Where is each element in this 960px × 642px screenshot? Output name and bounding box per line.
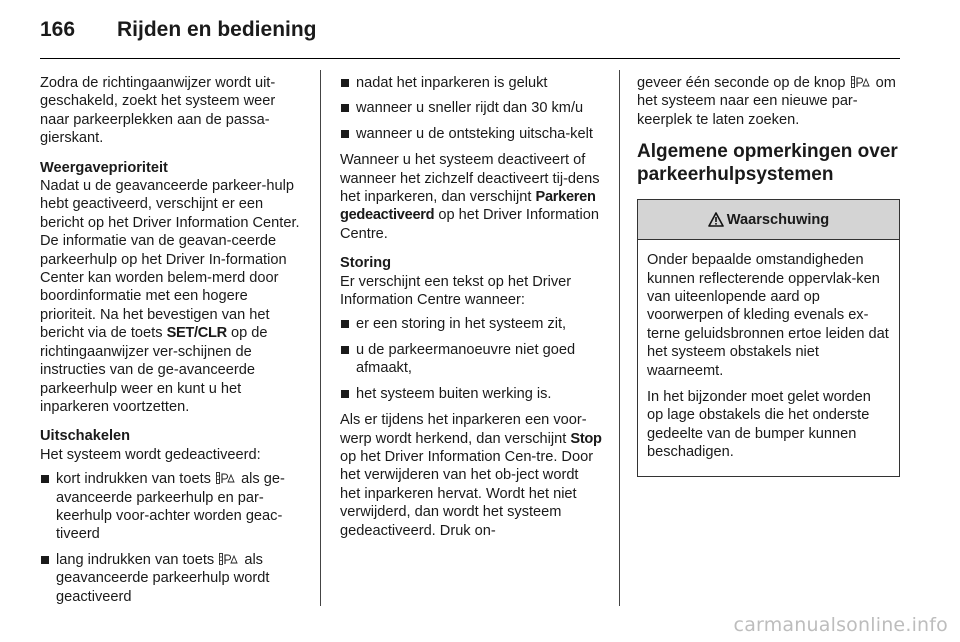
list-item: wanneer u sneller rijdt dan 30 km/u [340,99,602,117]
list-item: er een storing in het systeem zit, [340,315,602,333]
list-item-text: kort indrukken van toets [56,471,211,488]
warning-triangle-icon [708,212,724,227]
fault-title: Storing [340,255,392,272]
fault-list [340,315,602,403]
parking-assist-icon [216,472,236,484]
paragraph-text: Wanneer u het systeem deactiveert of wanneer het zichzelf deactiveert tij-dens het inparkeren, dan verschijnt [340,152,600,206]
paragraph-text: op het Driver Information Cen-tre. Door het verwijderen van het ob-ject wordt het inparkeren hervat. Wordt het niet verwijderd, dan wordt het systeem gedeactiveerd. Druk on- [340,448,594,539]
intro-paragraph: Zodra de richtingaanwijzer wordt uit-geschakeld, zoekt het systeem weer naar parkeerplekken aan de passa-gierskant. [40,75,276,147]
off-intro: Het systeem wordt gedeactiveerd: [40,446,261,463]
off-section [40,427,302,464]
stop-message: Stop [570,430,602,447]
warning-box [637,199,900,476]
warning-body [638,240,899,475]
parking-deactivated-message: Parkeren gedeactiveerd [340,189,596,224]
continuation-paragraph [637,74,900,129]
fault-intro: Er verschijnt een tekst op het Driver Information Centre wanneer: [340,273,572,309]
column-divider [619,70,620,606]
warning-title: Waarschuwing [726,211,830,228]
page-header [0,0,960,60]
list-item-text: als ge-avanceerde parkeerhulp en par-keerhulp voor-achter worden geac-tiveerd [56,471,285,543]
paragraph-text: Als er tijdens het inparkeren een voor-werp wordt herkend, dan verschijnt [340,412,587,447]
list-item [40,470,302,544]
column-right [637,74,900,477]
list-item [40,551,302,606]
warning-header [638,200,899,240]
watermark: carmanualsonline.info [733,614,948,636]
list-item-text: lang indrukken van toets [56,551,215,568]
column-middle [340,74,602,551]
set-clr-key: SET/CLR [166,325,227,342]
list-item-text: als geavanceerde parkeerhulp wordt geactiveerd [56,551,270,605]
paragraph-text: op het Driver Information Centre. [340,207,599,242]
priority-title: Weergaveprioriteit [40,159,168,176]
page-number: 166 [40,18,76,41]
obstacle-paragraph [340,411,602,540]
list-item: nadat het inparkeren is gelukt [340,74,602,92]
column-divider [320,70,321,606]
priority-text: Nadat u de geavanceerde parkeer-hulp hebt geactiveerd, verschijnt er een bericht op het Driver Information Center. De informatie van de geavan-ceerde parkeerhulp op het Driver In-formation Center kan worden belem-merd door boordinformatie met een hogere prioriteit. Na het bevestigen van het bericht via de toets [40,178,300,342]
column-left [40,74,302,614]
list-item: het systeem buiten werking is. [340,385,602,403]
paragraph-text: om het systeem naar een nieuwe par-keerplek te laten zoeken. [637,75,896,128]
header-rule [40,58,900,59]
fault-section [340,254,602,309]
warning-paragraph: Onder bepaalde omstandigheden kunnen reflecterende oppervlak-ken van uiteenlopende aard op voorwerpen of kleding evenals ex-terne geluidsbronnen ertoe leiden dat het systeem obstakels niet waarneemt. [647,252,889,379]
priority-text-cont: op de richtingaanwijzer ver-schijnen de instructies van de ge-avanceerde parkeerhulp weer en kunt u het inparkeren voortzetten. [40,325,268,415]
list-item: u de parkeermanoeuvre niet goed afmaakt, [340,341,602,378]
chapter-title: Rijden en bediening [117,18,317,41]
off-list [40,470,302,606]
parking-assist-icon [219,553,239,565]
list-item: wanneer u de ontsteking uitscha-kelt [340,125,602,143]
parking-assist-icon [851,76,871,88]
paragraph-text: geveer één seconde op de knop [637,75,846,91]
deactivation-list [340,74,602,143]
section-heading: Algemene opmerkingen over parkeerhulpsystemen [637,141,898,186]
priority-section [40,159,302,417]
warning-paragraph: In het bijzonder moet gelet worden op lage obstakels die het onderste gedeelte van de bumper kunnen beschadigen. [647,389,871,461]
deactivation-paragraph [340,151,602,243]
off-title: Uitschakelen [40,428,131,445]
